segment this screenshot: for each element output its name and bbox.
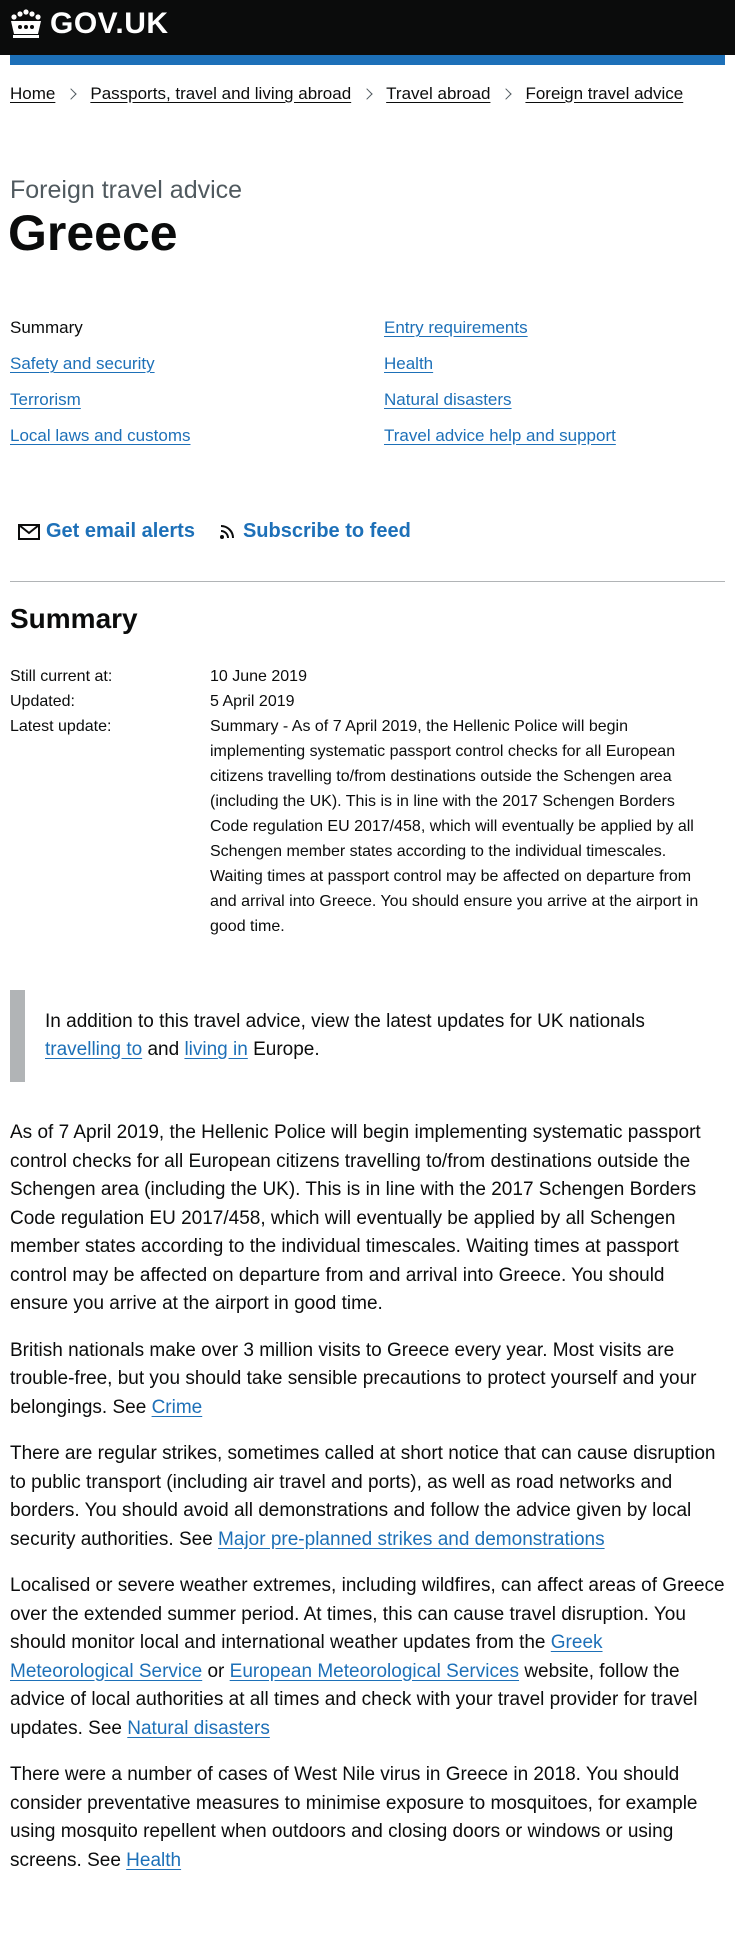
envelope-icon (18, 524, 40, 540)
site-header (0, 0, 735, 55)
inset-text: Europe. (247, 1039, 320, 1060)
latest-update-row (10, 714, 715, 939)
contents-item-safety-and-security[interactable]: Safety and security (10, 354, 155, 373)
still-current-row (10, 664, 715, 689)
email-alerts-label: Get email alerts (46, 520, 195, 542)
section-divider (10, 581, 725, 582)
contents-item-summary: Summary (10, 318, 83, 337)
still-current-value: 10 June 2019 (210, 668, 307, 685)
crown-icon (8, 8, 44, 40)
chevron-right-icon (501, 88, 512, 99)
page-title: Greece (8, 205, 178, 261)
inset-notice (10, 990, 720, 1082)
paragraph-west-nile (10, 1761, 725, 1875)
contents-item-local-laws[interactable]: Local laws and customs (10, 426, 191, 445)
summary-metadata (10, 664, 715, 939)
updated-row (10, 689, 715, 714)
still-current-label: Still current at: (10, 668, 113, 685)
breadcrumb-passports[interactable]: Passports, travel and living abroad (90, 84, 352, 103)
summary-heading: Summary (10, 603, 138, 634)
email-alerts-link[interactable] (18, 520, 195, 543)
paragraph-text: There are regular strikes, sometimes called at short notice that can cause disruption to public transport (including air travel and ports), as well as road networks and borders. You should avoid all demonstrations and follow the advice given by local security authorities. See (10, 1443, 716, 1550)
inset-text: In addition to this travel advice, view the latest updates for UK nationals (45, 1011, 645, 1032)
inset-text: and (142, 1039, 185, 1060)
subscribe-feed-label: Subscribe to feed (242, 520, 411, 542)
updated-value: 5 April 2019 (210, 693, 295, 710)
breadcrumb-home[interactable]: Home (10, 84, 56, 103)
chevron-right-icon (362, 88, 373, 99)
paragraph-weather (10, 1572, 725, 1743)
page-caption: Foreign travel advice (10, 176, 243, 204)
subscription-actions (18, 520, 411, 543)
breadcrumb (10, 84, 683, 104)
paragraph-text: Localised or severe weather extremes, including wildfires, can affect areas of Greece over the extended summer period. At times, this can cause travel disruption. You should monitor local and international weather updates from the (10, 1575, 725, 1653)
breadcrumb-foreign-travel-advice[interactable]: Foreign travel advice (525, 84, 684, 103)
paragraph-passport-checks: As of 7 April 2019, the Hellenic Police will begin implementing systematic passport control checks for all European citizens travelling to/from destinations outside the Schengen area (including the UK). This is in line with the 2017 Schengen Borders Code regulation EU 2017/458, which will eventually be applied by all Schengen member states according to the individual timescales. Waiting times at passport control may be affected on departure from and arrival into Greece. You should ensure you arrive at the airport in good time. (10, 1122, 701, 1314)
paragraph-strikes (10, 1440, 725, 1554)
contents-item-health[interactable]: Health (384, 354, 434, 373)
header-accent-bar (10, 55, 725, 65)
latest-update-label: Latest update: (10, 718, 112, 735)
paragraph-text: website, follow the advice of local authorities at all times and check with your travel provider for travel updates. See (10, 1660, 698, 1739)
greek-meteorological-service-link[interactable]: Greek Meteorological Service (10, 1632, 603, 1682)
govuk-logo-text: GOV.UK (50, 7, 169, 40)
crime-link[interactable]: Crime (151, 1396, 203, 1418)
living-in-link[interactable]: living in (184, 1039, 248, 1060)
summary-body (10, 1119, 725, 1893)
rss-feed-icon (219, 524, 235, 540)
govuk-logo-link[interactable] (8, 7, 169, 41)
contents-item-help-and-support[interactable]: Travel advice help and support (384, 426, 616, 445)
latest-update-value: Summary - As of 7 April 2019, the Hellenic Police will begin implementing systematic passport control checks for all European citizens travelling to/from destinations outside the Schengen area (including the UK). This is in line with the 2017 Schengen Borders Code regulation EU 2017/458, which will eventually be applied by all Schengen member states according to the individual timescales. Waiting times at passport control may be affected on departure from and arrival into Greece. You should ensure you arrive at the airport in good time. (210, 718, 699, 935)
paragraph-visits (10, 1337, 725, 1423)
strikes-link[interactable]: Major pre-planned strikes and demonstrations (218, 1528, 605, 1550)
travelling-to-link[interactable]: travelling to (45, 1039, 143, 1060)
health-link[interactable]: Health (126, 1849, 182, 1871)
chevron-right-icon (66, 88, 77, 99)
paragraph-text: There were a number of cases of West Nile virus in Greece in 2018. You should consider preventative measures to minimise exposure to mosquitoes, for example using mosquito repellent when outdoors and closing doors or windows or using screens. See (10, 1764, 698, 1871)
european-meteorological-services-link[interactable]: European Meteorological Services (229, 1660, 520, 1682)
contents-item-entry-requirements[interactable]: Entry requirements (384, 318, 528, 337)
paragraph-text: or (202, 1660, 230, 1682)
subscribe-feed-link[interactable] (219, 520, 411, 543)
natural-disasters-link[interactable]: Natural disasters (127, 1717, 270, 1739)
contents-item-natural-disasters[interactable]: Natural disasters (384, 390, 512, 409)
paragraph-text: British nationals make over 3 million visits to Greece every year. Most visits are trouble-free, but you should take sensible precautions to protect yourself and your belongings. See (10, 1339, 697, 1418)
contents-item-terrorism[interactable]: Terrorism (10, 390, 81, 409)
updated-label: Updated: (10, 693, 75, 710)
breadcrumb-travel-abroad[interactable]: Travel abroad (386, 84, 491, 103)
